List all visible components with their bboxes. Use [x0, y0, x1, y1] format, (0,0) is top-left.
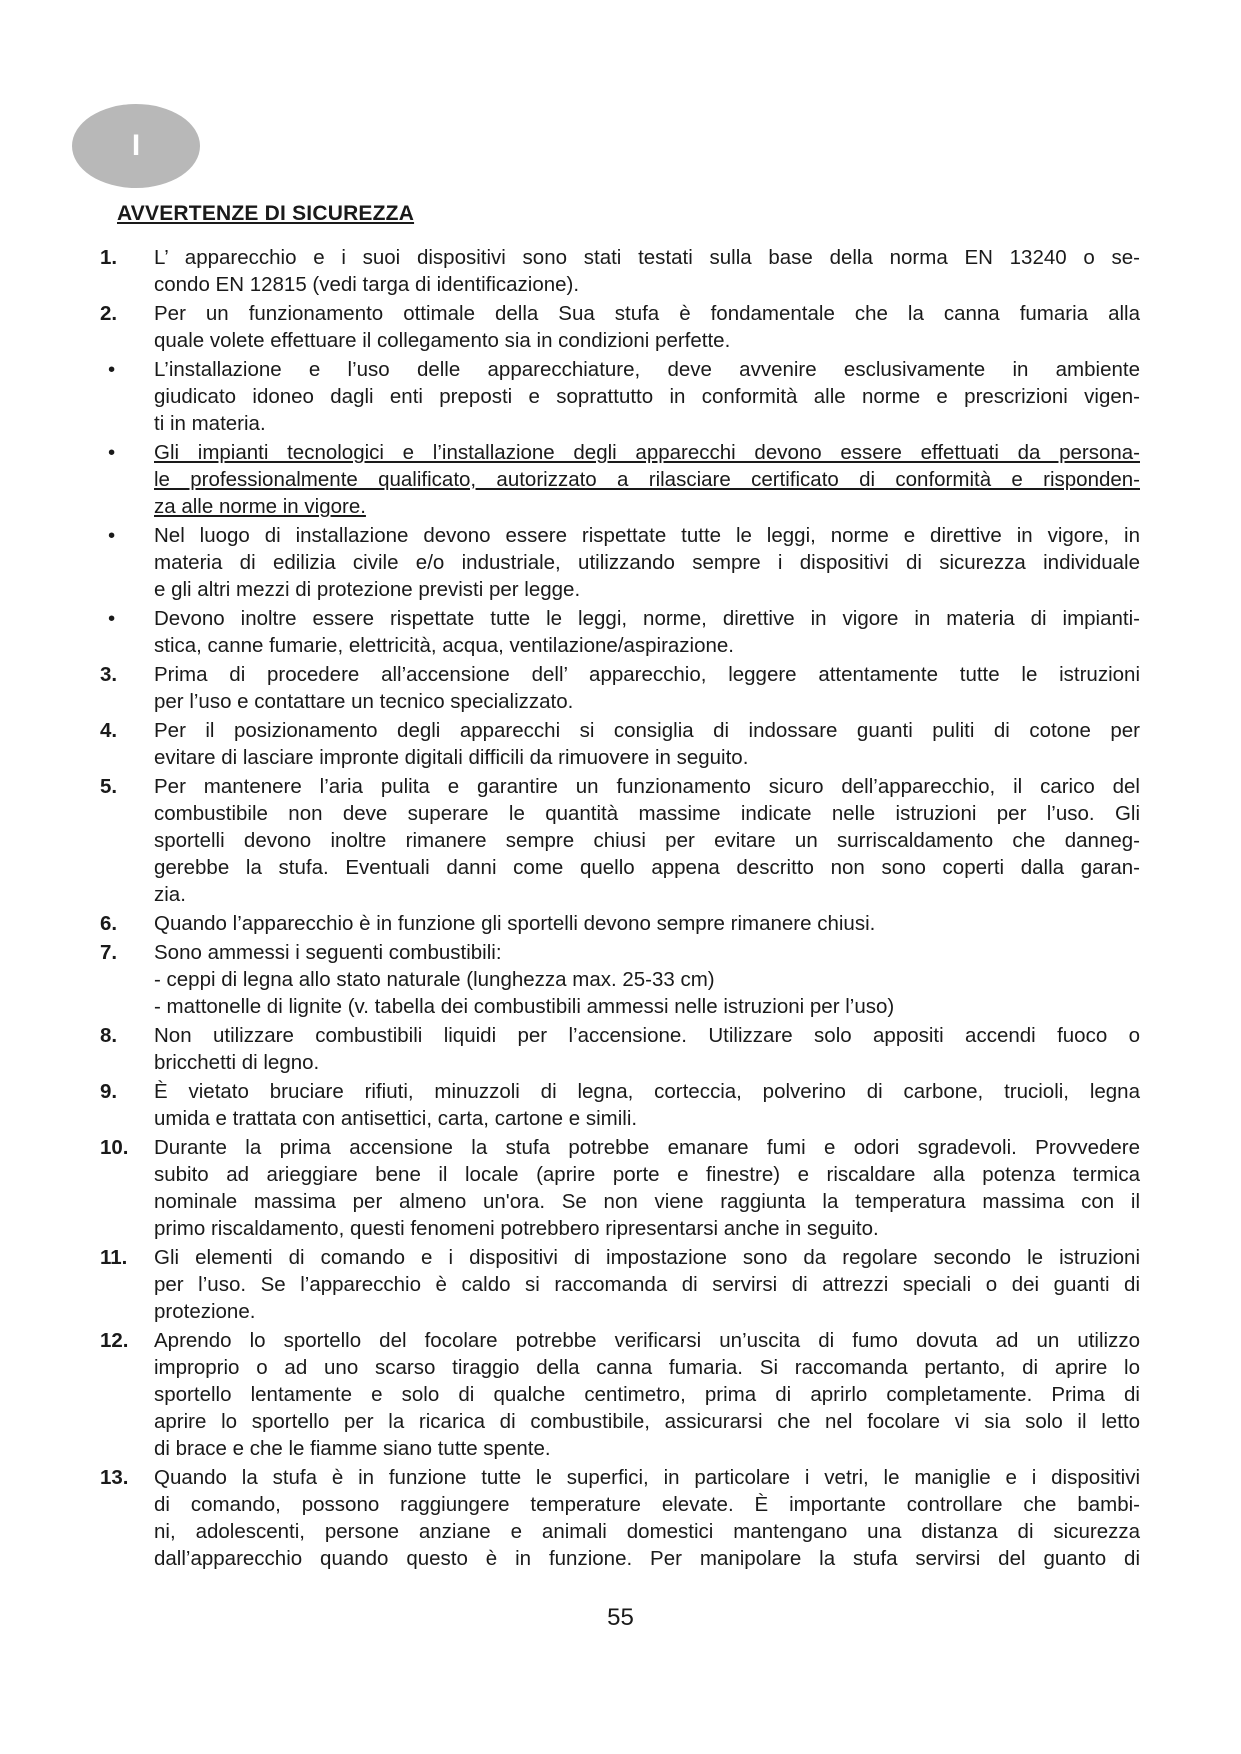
text-line: Quando la stufa è in funzione tutte le superfici, in particolare i vetri, le maniglie e i dispositivi — [154, 1466, 1140, 1489]
list-item — [100, 661, 1140, 715]
item-text — [154, 1327, 1140, 1462]
item-text — [154, 244, 1140, 298]
bullet-marker: • — [108, 441, 116, 464]
list-item — [100, 522, 1140, 603]
text-line: di comando, possono raggiungere temperature elevate. È importante controllare che bambi- — [154, 1493, 1140, 1516]
text-line: evitare di lasciare impronte digitali difficili da rimuovere in seguito. — [154, 746, 749, 769]
text-line: - mattonelle di lignite (v. tabella dei combustibili ammessi nelle istruzioni per l’uso) — [154, 995, 895, 1018]
item-text — [154, 661, 1140, 715]
item-number: 7. — [100, 941, 118, 964]
item-number: 6. — [100, 912, 118, 935]
safety-list — [100, 244, 1140, 1572]
list-item — [100, 1464, 1140, 1572]
text-line: bricchetti di legno. — [154, 1051, 320, 1074]
text-line: Per il posizionamento degli apparecchi si consiglia di indossare guanti puliti di cotone per — [154, 719, 1140, 742]
text-line: Gli elementi di comando e i dispositivi di impostazione sono da regolare secondo le istruzioni — [154, 1246, 1140, 1269]
text-line: e gli altri mezzi di protezione previsti per legge. — [154, 578, 581, 601]
language-badge-label: I — [131, 129, 141, 162]
item-text — [154, 1464, 1140, 1572]
text-line: Prima di procedere all’accensione dell’ apparecchio, leggere attentamente tutte le istruzioni — [154, 663, 1140, 686]
list-item — [100, 356, 1140, 437]
section-title: AVVERTENZE DI SICUREZZA — [117, 202, 415, 225]
bullet-marker: • — [108, 358, 116, 381]
item-text — [154, 1244, 1140, 1325]
item-text — [154, 356, 1140, 437]
text-line: Per un funzionamento ottimale della Sua stufa è fondamentale che la canna fumaria alla — [154, 302, 1140, 325]
item-text — [154, 1022, 1140, 1076]
text-line: stica, canne fumarie, elettricità, acqua, ventilazione/aspirazione. — [154, 634, 735, 657]
text-line: le professionalmente qualificato, autorizzato a rilasciare certificato di conformità e risponden- — [154, 468, 1140, 491]
item-number: 1. — [100, 246, 118, 269]
bullet-marker: • — [108, 607, 116, 630]
text-line: Gli impianti tecnologici e l’installazione degli apparecchi devono essere effettuati da persona- — [154, 441, 1140, 464]
list-item — [100, 439, 1140, 520]
text-line: combustibile non deve superare le quantità massime indicate nelle istruzioni per l’uso. Gli — [154, 802, 1140, 825]
text-line: Per mantenere l’aria pulita e garantire un funzionamento sicuro dell’apparecchio, il carico del — [154, 775, 1140, 798]
page-content — [100, 200, 1140, 1574]
text-line: Non utilizzare combustibili liquidi per l’accensione. Utilizzare solo appositi accendi fuoco o — [154, 1024, 1140, 1047]
text-line: Durante la prima accensione la stufa potrebbe emanare fumi e odori sgradevoli. Provvedere — [154, 1136, 1140, 1159]
text-line: protezione. — [154, 1300, 256, 1323]
item-number: 10. — [100, 1136, 129, 1159]
text-line: nominale massima per almeno un'ora. Se non viene raggiunta la temperatura massima con il — [154, 1190, 1140, 1213]
item-text — [154, 300, 1140, 354]
page-number: 55 — [607, 1604, 634, 1631]
list-item — [100, 773, 1140, 908]
item-text — [154, 773, 1140, 908]
item-number: 5. — [100, 775, 118, 798]
text-line: ti in materia. — [154, 412, 266, 435]
bullet-marker: • — [108, 524, 116, 547]
list-item — [100, 910, 1140, 937]
text-line: giudicato idoneo dagli enti preposti e soprattutto in conformità alle norme e prescrizioni vigen- — [154, 385, 1140, 408]
item-number: 12. — [100, 1329, 129, 1352]
text-line: di brace e che le fiamme siano tutte spente. — [154, 1437, 551, 1460]
item-number: 9. — [100, 1080, 118, 1103]
text-line: aprire lo sportello per la ricarica di combustibile, assicurarsi che nel focolare vi sia solo il letto — [154, 1410, 1140, 1433]
text-line: Nel luogo di installazione devono essere rispettate tutte le leggi, norme e direttive in vigore, in — [154, 524, 1140, 547]
item-text — [154, 939, 1140, 1020]
text-line: Quando l’apparecchio è in funzione gli sportelli devono sempre rimanere chiusi. — [154, 912, 876, 935]
list-item — [100, 1327, 1140, 1462]
text-line: dall’apparecchio quando questo è in funzione. Per manipolare la stufa servirsi del guanto di — [154, 1547, 1140, 1570]
item-number: 11. — [100, 1246, 128, 1269]
item-number: 13. — [100, 1466, 129, 1489]
item-text — [154, 910, 1140, 937]
text-line: È vietato bruciare rifiuti, minuzzoli di legna, corteccia, polverino di carbone, trucioli, legna — [154, 1080, 1140, 1103]
list-item — [100, 1134, 1140, 1242]
language-badge — [72, 104, 200, 188]
text-line: ni, adolescenti, persone anziane e animali domestici mantengano una distanza di sicurezza — [154, 1520, 1140, 1543]
text-line: sportello lentamente e solo di qualche centimetro, prima di aprirlo completamente. Prima di — [154, 1383, 1140, 1406]
text-line: Sono ammessi i seguenti combustibili: — [154, 941, 502, 964]
text-line: L’ apparecchio e i suoi dispositivi sono stati testati sulla base della norma EN 13240 o se- — [154, 246, 1140, 269]
text-line: gerebbe la stufa. Eventuali danni come quello appena descritto non sono coperti dalla garan- — [154, 856, 1140, 879]
item-text — [154, 717, 1140, 771]
text-line: condo EN 12815 (vedi targa di identificazione). — [154, 273, 580, 296]
text-line: zia. — [154, 883, 186, 906]
text-line: per l’uso e contattare un tecnico specializzato. — [154, 690, 574, 713]
list-item — [100, 717, 1140, 771]
item-text — [154, 1134, 1140, 1242]
item-number: 2. — [100, 302, 118, 325]
item-number: 4. — [100, 719, 118, 742]
item-text — [154, 522, 1140, 603]
item-number: 8. — [100, 1024, 118, 1047]
text-line: per l’uso. Se l’apparecchio è caldo si raccomanda di servirsi di attrezzi speciali o dei guanti di — [154, 1273, 1140, 1296]
list-item — [100, 1244, 1140, 1325]
list-item — [100, 300, 1140, 354]
text-line: quale volete effettuare il collegamento sia in condizioni perfette. — [154, 329, 731, 352]
item-number: 3. — [100, 663, 118, 686]
list-item — [100, 1022, 1140, 1076]
item-text — [154, 1078, 1140, 1132]
text-line: subito ad arieggiare bene il locale (aprire porte e finestre) e riscaldare alla potenza termica — [154, 1163, 1140, 1186]
list-item — [100, 605, 1140, 659]
text-line: - ceppi di legna allo stato naturale (lunghezza max. 25-33 cm) — [154, 968, 715, 991]
text-line: sportelli devono inoltre rimanere sempre chiusi per evitare un surriscaldamento che danneg- — [154, 829, 1140, 852]
text-line: primo riscaldamento, questi fenomeni potrebbero ripresentarsi anche in seguito. — [154, 1217, 879, 1240]
list-item — [100, 244, 1140, 298]
item-text — [154, 439, 1140, 520]
text-line: improprio o ad uno scarso tiraggio della canna fumaria. Si raccomanda pertanto, di aprire lo — [154, 1356, 1140, 1379]
text-line: za alle norme in vigore. — [154, 495, 366, 518]
text-line: Devono inoltre essere rispettate tutte le leggi, norme, direttive in vigore in materia di impianti- — [154, 607, 1140, 630]
item-text — [154, 605, 1140, 659]
text-line: L’installazione e l’uso delle apparecchiature, deve avvenire esclusivamente in ambiente — [154, 358, 1140, 381]
list-item — [100, 1078, 1140, 1132]
text-line: Aprendo lo sportello del focolare potrebbe verificarsi un’uscita di fumo dovuta ad un utilizzo — [154, 1329, 1140, 1352]
list-item — [100, 939, 1140, 1020]
text-line: umida e trattata con antisettici, carta, cartone e simili. — [154, 1107, 638, 1130]
text-line: materia di edilizia civile e/o industriale, utilizzando sempre i dispositivi di sicurezza individuale — [154, 551, 1140, 574]
